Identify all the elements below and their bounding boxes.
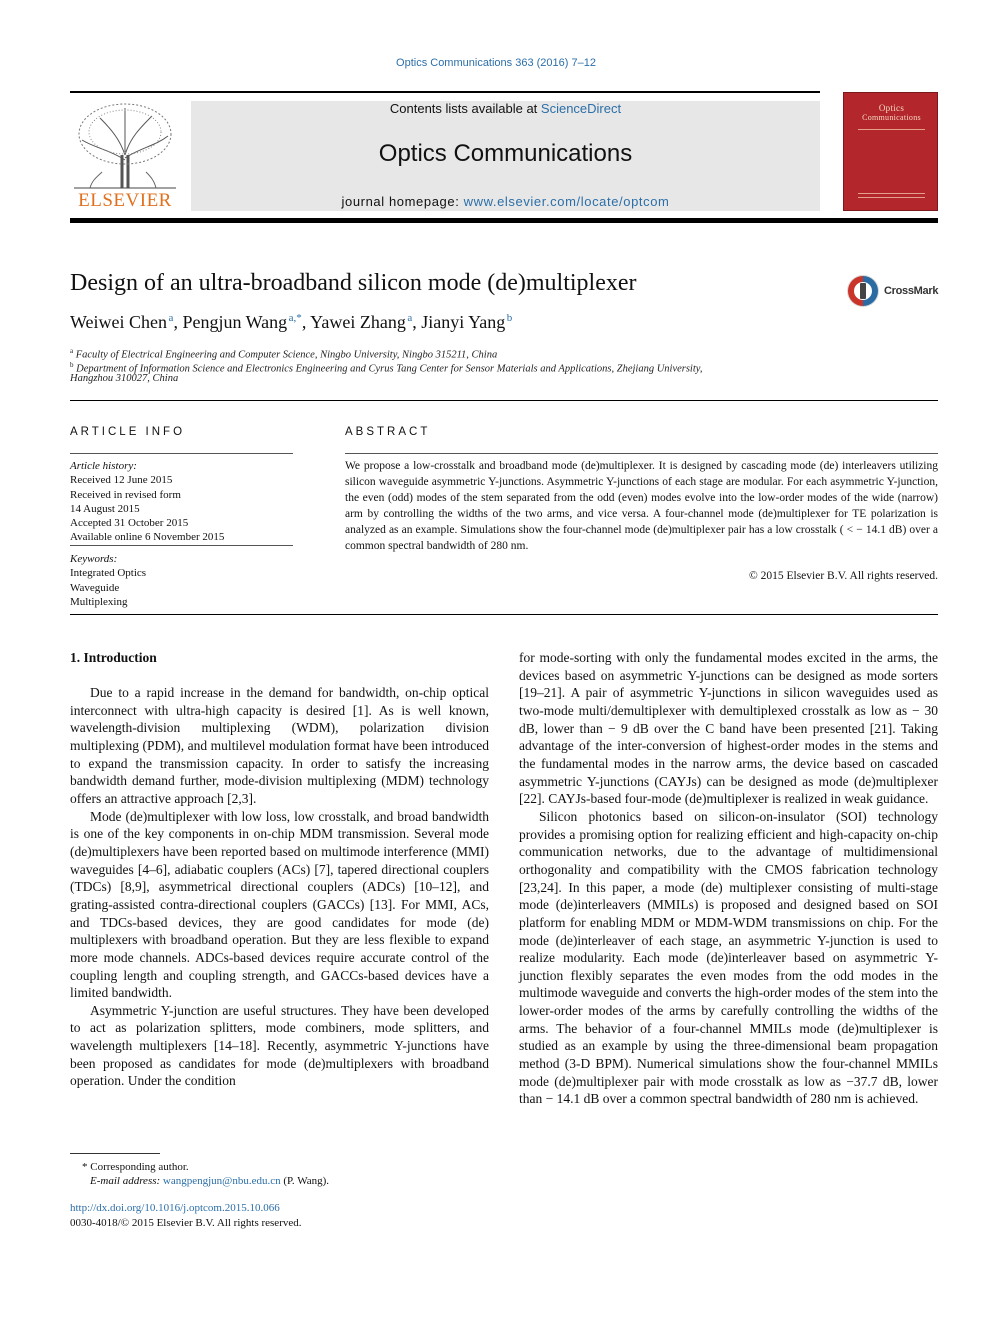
keyword-item: Waveguide [70,581,120,594]
contents-line: Contents lists available at ScienceDirect [389,101,622,116]
body-paragraph: Due to a rapid increase in the demand for bandwidth, on-chip optical interconnect with ultra-high capacity is desired [1]. As is well known, wavelength-division multiplexing (WDM), polarization division multiplexing (PDM), and multilevel modulation format have been introduced to expand the transmission capacity. In order to satisfy the increasing bandwidth demand further, mode-division multiplexing (MDM) technology offers an attractive approach [2,3]. [70,685,489,806]
crossmark-icon [846,274,882,308]
author-name[interactable]: Weiwei Chen [70,312,168,332]
elsevier-wordmark: ELSEVIER [78,190,172,211]
corresponding-author-note: * Corresponding author. [82,1161,189,1173]
author-affiliation-mark[interactable]: a [168,312,174,324]
abstract-rule [345,453,938,454]
cover-rule [858,193,925,194]
keywords: Keywords: Integrated Optics Waveguide Multiplexing [70,552,293,609]
email-note: E-mail address: wangpengjun@nbu.edu.cn (P. Wang). [90,1175,330,1187]
elsevier-logo[interactable] [70,100,180,212]
footnote-rule [70,1153,160,1154]
crossmark-badge[interactable] [846,274,946,308]
keyword-item: Multiplexing [70,595,128,608]
history-item: 14 August 2015 [70,502,140,515]
abstract-text: We propose a low-crosstalk and broadband mode (de)multiplexer. It is designed by cascading mode (de) interleavers utilizing silicon waveguide asymmetric Y-junctions. Asymmetric Y-junctions of each stage are modular. For each asymmetric Y-junction, the even (odd) modes of the stem separated from the odd (even) modes evolve into the low-order modes of the wide (narrow) arm by controlling the widths of the two arms, and vice versa. A four-channel mode (de)multiplexer for TE polarization is analyzed as an example. Simulations show the four-channel mode (de)multiplexer pair has a low crosstalk ( < − 14.1 dB) over a common spectral bandwidth of 280 nm. [345,460,938,552]
author-list: Weiwei Chen $^a$, Pengjun Wang $^{a,*}$, Yawei Zhang $^a$, Jianyi Yang $^b$ [70,312,513,332]
author-affiliation-mark[interactable]: a,* [288,312,302,324]
info-rule [70,545,293,546]
author-name[interactable]: Jianyi Yang [421,312,506,332]
author-affiliation-mark[interactable]: a [407,312,413,324]
journal-citation[interactable]: Optics Communications 363 (2016) 7–12 [396,57,596,69]
cover-title: Optics Communications [862,103,921,122]
email-link[interactable]: wangpengjun@nbu.edu.cn [162,1175,281,1187]
cover-rule [858,197,925,198]
history-item: Available online 6 November 2015 [70,531,225,544]
history-item: Received 12 June 2015 [70,474,173,487]
body-paragraph: for mode-sorting with only the fundamental modes excited in the arms, the devices based on asymmetric Y-junctions can be designed as mode sorters [19–21]. A pair of asymmetric Y-junctions in silicon waveguides used as two-mode multi/demultiplexer with demultiplexed crosstalk as low as − 30 dB, lower than − 9 dB over the C band have been presented [21]. Taking advantage of the inter-conversion of highest-order modes in the stems and the fundamental modes in the narrow arms, the device based on cascaded asymmetric Y-junctions (CAYJs) can be designed as mode (de)multiplexer [22]. CAYJs-based four-mode (de)multiplexer is realized in weak guidance. [519,650,938,807]
header-top-rule [70,91,820,93]
section-rule [70,614,938,615]
sciencedirect-link[interactable]: ScienceDirect [540,101,622,116]
author-name[interactable]: Pengjun Wang [182,312,288,332]
abstract-copyright: © 2015 Elsevier B.V. All rights reserved. [749,570,938,582]
keyword-item: Integrated Optics [70,567,147,580]
journal-cover-thumbnail[interactable] [843,92,938,211]
body-column-right [519,649,938,1108]
info-rule [70,453,293,454]
section-heading: 1. Introduction [70,650,157,665]
homepage-link[interactable]: www.elsevier.com/locate/optcom [463,194,670,209]
body-paragraph: Silicon photonics based on silicon-on-insulator (SOI) technology provides a promising option for realizing efficient and high-capacity on-chip communication networks, due to the advantage of multidimensional orthogonality and compatibility with the CMOS fabrication technology [23,24]. In this paper, a mode (de) multiplexer consisting of multi-stage mode (de)interleavers (MMILs) is proposed and designed based on SOI platform for enabling MDM or MDM-WDM transmissions on chip. For the mode (de)interleaver of each stage, an asymmetric Y-junction is used to realize modularity. Each mode (de)interleaver based on asymmetric Y-junction flexibly separates the even modes from the odd modes in the multimode waveguide and converts the high-order modes of the stem into the lower-order modes of the arms by carefully controlling the widths of the arms. The behavior of a four-channel MMILs mode (de)multiplexer is studied as an example by using the three-dimensional beam propagation method (3-D BPM). Numerical simulations show the four-channel MMILs mode (de)multiplexer pair with mode crosstalk as low as −37.7 dB, lower than − 14.1 dB over a common spectral bandwidth of 280 nm is achieved. [519,808,938,1107]
body-column-left [70,684,489,1090]
abstract-heading: ABSTRACT [345,426,431,438]
cover-rule [858,129,925,130]
issn-copyright: 0030-4018/© 2015 Elsevier B.V. All rights reserved. [70,1217,302,1229]
history-item: Received in revised form [70,488,181,501]
article-info-heading: ARTICLE INFO [70,426,186,438]
journal-homepage: journal homepage: www.elsevier.com/locate/optcom [341,194,670,209]
doi [70,1201,490,1216]
section-rule [70,400,938,401]
body-paragraph: Mode (de)multiplexer with low loss, low crosstalk, and broad bandwidth is one of the key components in on-chip MDM transmission. Several mode (de)multiplexers have been reported based on multimode interference (MMI) waveguides [4–6], adiabatic couplers (ACs) [7], tapered directional couplers (TDCs) [8,9], asymmetrical directional couplers (ADCs) [10–12], and grating-assisted contra-directional couplers (GACCs) [13]. For MMI, ACs, and TDCs-based devices, they are good candidates for mode (de) multiplexers with broadband operation. But they are less flexible to expand more mode channels. ADCs-based devices require accurate control of the coupling length and coupling strength, and GACCs-based devices have a limited bandwidth. [70,808,489,1001]
body-paragraph: Asymmetric Y-junction are useful structures. They have been developed to act as polarization splitters, mode combiners, mode splitters, and wavelength multiplexers [14–18]. Recently, asymmetric Y-junctions have been proposed as candidates for mode (de)multiplexers with broadband operation. Under the condition [70,1002,489,1089]
article-history: Article history: Received 12 June 2015 Received in revised form 14 August 2015 Accepted 31 October 2015 Available online 6 November 2015 [70,459,293,545]
author-name[interactable]: Yawei Zhang [310,312,406,332]
elsevier-tree-icon [70,100,180,190]
doi-link[interactable]: http://dx.doi.org/10.1016/j.optcom.2015.10.066 [70,1202,280,1214]
journal-name[interactable]: Optics Communications [378,140,633,167]
affiliation: $^a$ Faculty of Electrical Engineering and Computer Science, Ningbo University, Ningbo 315211, China [70,347,498,361]
author-affiliation-mark[interactable]: b [506,312,513,324]
crossmark-label: CrossMark [884,285,939,297]
header-bottom-rule [70,218,938,223]
paper-title: Design of an ultra-broadband silicon mode (de)multiplexer [70,270,637,296]
affiliation: $^b$ Department of Information Science and Electronics Engineering and Cyrus Tang Center for Sensor Materials and Applications, Zhejiang University, [70,361,703,375]
affiliation: Hangzhou 310027, China [70,373,179,384]
history-item: Accepted 31 October 2015 [70,517,189,530]
